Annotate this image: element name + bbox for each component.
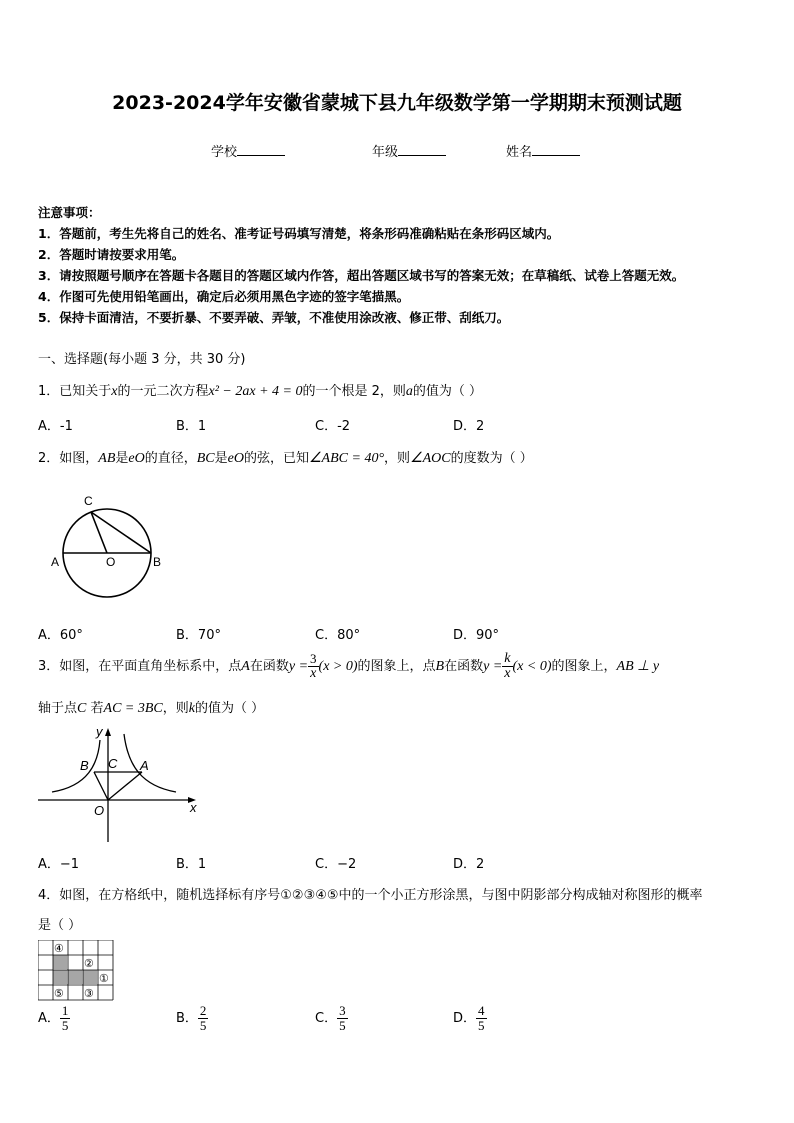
- label-c: C: [84, 494, 93, 508]
- q2-circle-o: eO: [128, 451, 145, 466]
- notes-heading: 注意事项：: [38, 205, 101, 220]
- q2-text: 2．如图，: [38, 451, 99, 466]
- cell-label-2: ②: [84, 958, 94, 970]
- q3-text: 的图象上，: [551, 659, 617, 674]
- q3-text: 的图象上，点: [357, 659, 436, 674]
- q2-text: ，则: [384, 451, 411, 466]
- shaded-cell: [68, 970, 82, 984]
- frac-num: 3: [339, 1003, 346, 1018]
- q1-var-a: a: [405, 384, 413, 399]
- q1-option-a: A．-1: [38, 419, 73, 434]
- q3-point-b: B: [435, 659, 445, 674]
- frac-num: 4: [478, 1003, 485, 1018]
- q4-option-c: [315, 1004, 348, 1033]
- q2-bc: BC: [196, 451, 215, 466]
- option-label: C．: [315, 1011, 338, 1026]
- grid-lines: [38, 940, 113, 1000]
- q2-text: 是: [214, 451, 228, 466]
- q2-circle-o: eO: [227, 451, 244, 466]
- cell-label-4: ④: [54, 943, 64, 955]
- label-o: O: [106, 555, 116, 569]
- label-b: B: [153, 555, 162, 569]
- segment-ob: [94, 772, 108, 800]
- frac-num: 3: [310, 651, 317, 666]
- q3-option-d: D．2: [453, 857, 485, 872]
- q1-text: 的一元二次方程: [117, 384, 209, 399]
- cell-label-1: ①: [99, 973, 109, 985]
- shaded-cell: [53, 955, 67, 969]
- q3-fn1-fraction: [308, 652, 319, 681]
- frac-num: 1: [61, 1003, 69, 1018]
- option-fraction: [476, 1004, 487, 1033]
- q3-perp: AB ⊥ y: [616, 659, 660, 674]
- grade-label: 年级: [372, 145, 399, 160]
- q4-option-d: [453, 1004, 487, 1033]
- q3-option-c: C．−2: [315, 857, 357, 872]
- q1-text: 的一个根是 2，则: [302, 384, 406, 399]
- shaded-cell: [83, 970, 97, 984]
- frac-den: 5: [199, 1018, 207, 1033]
- q1-equation: x² − 2ax + 4 = 0: [208, 384, 303, 399]
- q1-option-d: D．2: [453, 419, 485, 434]
- note-item: 2．答题时请按要求用笔。: [38, 247, 185, 262]
- option-fraction: [198, 1004, 209, 1033]
- q3-text: 的值为（ ）: [194, 701, 265, 716]
- q2-aoc: ∠AOC: [410, 451, 451, 466]
- q1-option-c: C．-2: [315, 419, 351, 434]
- q3-text: 轴于点: [38, 701, 78, 716]
- option-fraction: [337, 1004, 348, 1033]
- option-label: B．: [176, 1011, 198, 1026]
- school-field: [211, 141, 285, 160]
- curve-left: [52, 740, 100, 792]
- q3-text: 在函数: [444, 659, 484, 674]
- segment-oa: [108, 772, 142, 800]
- note-item: 1．答题前，考生先将自己的姓名、准考证号码填写清楚，将条形码准确粘贴在条形码区域内。: [38, 226, 560, 241]
- label-a: A: [51, 555, 60, 569]
- q2-text: 的度数为（ ）: [450, 451, 533, 466]
- note-item: 4．作图可先使用铅笔画出，确定后必须用黑色字迹的签字笔描黑。: [38, 289, 410, 304]
- frac-den: x: [310, 666, 317, 681]
- question-2: [38, 447, 533, 467]
- q3-option-b: B．1: [176, 857, 207, 872]
- q4-option-a: [38, 1004, 70, 1033]
- name-blank: [532, 143, 580, 156]
- q3-hyperbola-figure: [36, 722, 206, 844]
- frac-den: 5: [339, 1018, 346, 1033]
- label-a: A: [140, 758, 149, 773]
- q4-grid-figure: [38, 940, 114, 1002]
- option-fraction: [60, 1004, 71, 1033]
- school-label: 学校: [211, 145, 238, 160]
- q2-circle-figure: [40, 488, 180, 608]
- q3-text: 在函数: [249, 659, 289, 674]
- frac-den: 5: [61, 1018, 69, 1033]
- grade-blank: [398, 143, 446, 156]
- label-x: x: [190, 800, 197, 815]
- question-4-line-2: 是（ ）: [38, 918, 82, 933]
- frac-den: x: [504, 666, 511, 681]
- question-3-line-2: [38, 697, 264, 717]
- option-label: D．: [453, 1011, 477, 1026]
- q2-option-c: C．80°: [315, 628, 361, 643]
- name-field: [506, 141, 580, 160]
- q2-option-b: B．70°: [176, 628, 221, 643]
- option-label: A．: [38, 1011, 60, 1026]
- q3-var-k: k: [188, 701, 195, 716]
- page-title: 2023-2024学年安徽省蒙城下县九年级数学第一学期期末预测试题: [112, 92, 682, 114]
- question-1: [38, 380, 482, 400]
- cell-label-5: ⑤: [54, 988, 64, 1000]
- frac-num: k: [504, 651, 511, 666]
- y-axis-arrow: [105, 728, 111, 736]
- q1-text: 1．已知关于: [38, 384, 112, 399]
- q2-option-a: A．60°: [38, 628, 83, 643]
- q3-ratio: AC = 3BC: [103, 701, 163, 716]
- note-item: 3．请按照题号顺序在答题卡各题目的答题区域内作答，超出答题区域书写的答案无效；在草稿纸、试卷上答题无效。: [38, 268, 685, 283]
- label-o: O: [94, 803, 105, 818]
- note-item: 5．保持卡面清洁，不要折暴、不要弄破、弄皱，不准使用涂改液、修正带、刮纸刀。: [38, 310, 510, 325]
- q3-point-a: A: [241, 659, 250, 674]
- question-3: [38, 652, 659, 681]
- school-blank: [237, 143, 285, 156]
- q3-text: ，则: [162, 701, 189, 716]
- section-heading: 一、选择题(每小题 3 分，共 30 分): [38, 352, 246, 367]
- q3-fn2-cond: (x < 0): [512, 659, 552, 674]
- q1-var-x: x: [111, 384, 118, 399]
- chord-bc: [91, 512, 151, 553]
- q2-option-d: D．90°: [453, 628, 500, 643]
- label-b: B: [80, 758, 89, 773]
- q2-text: 是: [115, 451, 129, 466]
- q1-text: 的值为（ ）: [412, 384, 483, 399]
- q3-fn2-fraction: [502, 652, 512, 681]
- label-c: C: [108, 756, 118, 771]
- q2-text: 的直径，: [144, 451, 197, 466]
- curve-right: [124, 734, 176, 792]
- q1-option-b: B．1: [176, 419, 207, 434]
- cell-label-3: ③: [84, 988, 94, 1000]
- question-4: 4．如图，在方格纸中，随机选择标有序号①②③④⑤中的一个小正方形涂黑，与图中阴影部分构成轴对称图形的概率: [38, 888, 703, 903]
- q3-fn2-lhs: y =: [483, 659, 503, 674]
- q3-point-c: C: [77, 701, 87, 716]
- label-y: y: [96, 724, 103, 739]
- name-label: 姓名: [506, 145, 533, 160]
- frac-num: 2: [199, 1003, 207, 1018]
- q3-text: 3．如图，在平面直角坐标系中，点: [38, 659, 242, 674]
- q3-fn1-lhs: y =: [288, 659, 309, 674]
- q3-fn1-cond: (x > 0): [318, 659, 358, 674]
- frac-den: 5: [478, 1018, 485, 1033]
- shaded-cell: [53, 970, 67, 984]
- q2-angle: ∠ABC = 40°: [309, 451, 385, 466]
- q2-ab: AB: [98, 451, 116, 466]
- q3-option-a: A．−1: [38, 857, 80, 872]
- grade-field: [372, 141, 446, 160]
- q2-text: 的弦，已知: [243, 451, 309, 466]
- q3-text: 若: [90, 701, 104, 716]
- q4-option-b: [176, 1004, 208, 1033]
